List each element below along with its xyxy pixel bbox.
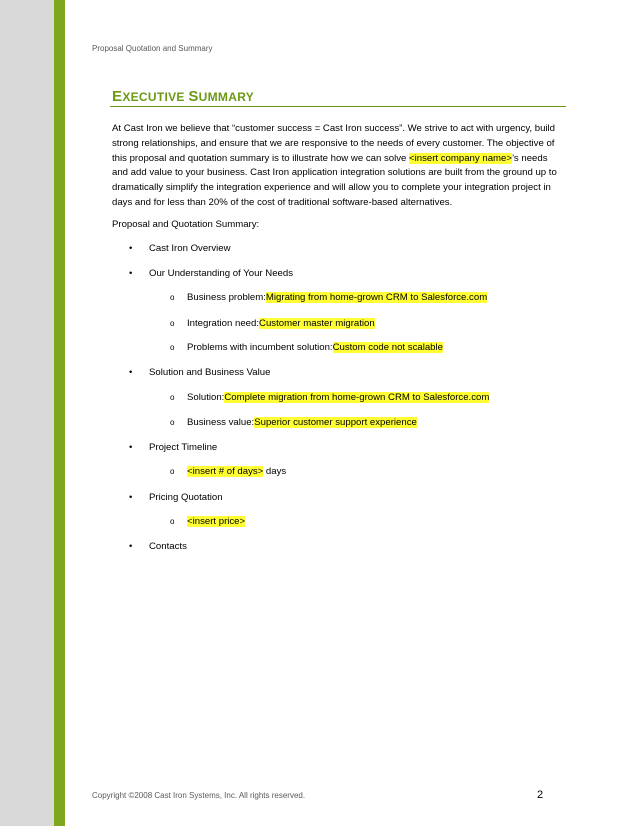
sub-marker: o — [170, 293, 175, 302]
sub-item-integration-need — [170, 318, 375, 329]
title-rest-summary: UMMARY — [198, 90, 255, 104]
bullet-marker: • — [129, 268, 133, 279]
days-placeholder: <insert # of days> — [187, 466, 264, 477]
item-text: Pricing Quotation — [149, 492, 223, 503]
item-text: Contacts — [149, 541, 187, 552]
sub-item-incumbent-problems — [170, 342, 443, 353]
green-accent-stripe — [54, 0, 65, 826]
sub-item-price — [170, 516, 246, 527]
list-item-solution — [129, 367, 271, 378]
section-title — [112, 88, 254, 105]
item-highlight: Custom code not scalable — [332, 342, 443, 353]
sub-item-business-problem — [170, 292, 488, 303]
bullet-marker: • — [129, 243, 133, 254]
item-label: Integration need: — [187, 318, 260, 329]
intro-text-1: At Cast Iron we believe that “customer success = Cast Iron success”. We strive to act with urgency, build strong relationships, and ensure that we are responsive to the needs of every customer. The objective of this proposal and quotation summary is to illustrate how we can solve — [112, 123, 555, 164]
sub-marker: o — [170, 517, 175, 526]
sub-marker: o — [170, 393, 175, 402]
sub-item-solution — [170, 392, 490, 403]
left-margin-bar — [0, 0, 65, 826]
list-item-timeline — [129, 442, 218, 453]
price-placeholder: <insert price> — [187, 516, 246, 527]
item-highlight: Superior customer support experience — [254, 417, 417, 428]
item-text: Our Understanding of Your Needs — [149, 268, 293, 279]
title-rule — [110, 106, 566, 107]
item-label: Business problem: — [187, 292, 266, 303]
footer-copyright: Copyright ©2008 Cast Iron Systems, Inc. All rights reserved. — [92, 791, 306, 800]
bullet-marker: • — [129, 492, 133, 503]
list-item-contacts — [129, 541, 187, 552]
bullet-marker: • — [129, 442, 133, 453]
item-label: Business value: — [187, 417, 255, 428]
bullet-marker: • — [129, 541, 133, 552]
sub-marker: o — [170, 319, 175, 328]
sub-item-business-value — [170, 417, 417, 428]
list-item-overview — [129, 243, 231, 254]
item-text: Cast Iron Overview — [149, 243, 231, 254]
intro-paragraph — [112, 122, 564, 211]
summary-label: Proposal and Quotation Summary: — [112, 219, 260, 230]
bullet-marker: • — [129, 367, 133, 378]
sub-marker: o — [170, 343, 175, 352]
title-cap-e: E — [112, 88, 123, 105]
sub-item-days — [170, 466, 287, 477]
sub-marker: o — [170, 467, 175, 476]
item-label: Solution: — [187, 392, 225, 403]
title-cap-s: S — [188, 88, 199, 105]
page-number: 2 — [537, 789, 544, 801]
item-highlight: Customer master migration — [259, 318, 375, 329]
list-item-pricing — [129, 492, 223, 503]
page-header: Proposal Quotation and Summary — [92, 44, 213, 53]
item-label: Problems with incumbent solution: — [187, 342, 333, 353]
item-highlight: Migrating from home-grown CRM to Salesforce.com — [265, 292, 488, 303]
intro-text-2: ’s needs and add value to your business. Cast Iron application integration solutions are built from the ground up to dramatically simplify the integration experience and will allow you to complete your integration project in days and for less than 20% of the cost of traditional software-based alternatives. — [112, 152, 557, 208]
item-text: Project Timeline — [149, 442, 218, 453]
company-name-placeholder: <insert company name> — [409, 152, 512, 164]
item-text: Solution and Business Value — [149, 367, 271, 378]
title-rest-executive: XECUTIVE — [122, 90, 189, 104]
list-item-needs — [129, 268, 293, 279]
item-highlight: Complete migration from home-grown CRM to Salesforce.com — [224, 392, 490, 403]
sub-marker: o — [170, 418, 175, 427]
item-suffix: days — [263, 466, 287, 477]
